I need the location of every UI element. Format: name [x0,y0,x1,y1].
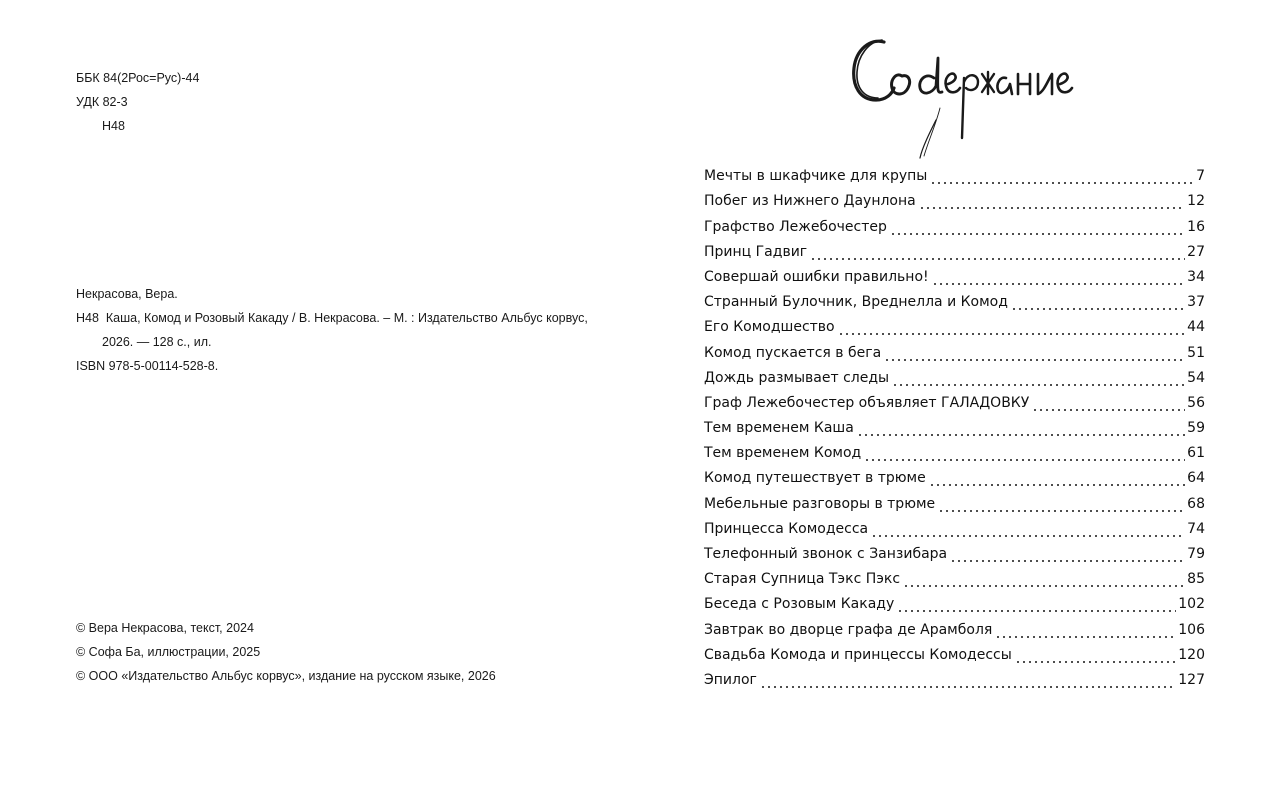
toc-dot-leader [903,572,1185,588]
toc-entry-page: 61 [1187,445,1205,462]
toc-entry [704,538,1205,563]
toc-entry-page: 37 [1187,294,1205,311]
toc-entry-page: 106 [1178,621,1205,638]
toc-entry [704,286,1205,311]
toc-entry [704,487,1205,512]
bbk-code: ББК 84(2Рос=Рус)-44 [76,71,200,85]
toc-dot-leader [950,547,1185,563]
toc-entry-page: 51 [1187,344,1205,361]
toc-entry-page: 27 [1187,243,1205,260]
toc-entry-page: 64 [1187,470,1205,487]
toc-entry [704,588,1205,613]
toc-entry-title: Тем временем Каша [704,420,854,437]
toc-dot-leader [884,346,1185,362]
toc-entry-title: Совершай ошибки правильно! [704,268,929,285]
toc-entry [704,336,1205,361]
toc-entry-title: Тем временем Комод [704,445,862,462]
toc-dot-leader [938,497,1185,513]
toc-entry [704,412,1205,437]
catalog-description: Каша, Комод и Розовый Какаду / В. Некрасова. – М. : Издательство Альбус корвус, [105,311,588,325]
toc-dot-leader [892,371,1185,387]
toc-entry [704,311,1205,336]
toc-entry-page: 127 [1178,671,1205,688]
toc-dot-leader [897,597,1176,613]
catalog-author: Некрасова, Вера. [76,287,178,301]
toc-entry [704,210,1205,235]
toc-entry-title: Дождь размывает следы [704,369,890,386]
toc-entry-page: 120 [1178,646,1205,663]
catalog-sign: Н48 [76,311,99,325]
toc-dot-leader [864,446,1185,462]
toc-entry-title: Телефонный звонок с Занзибара [704,546,948,562]
toc-entry [704,613,1205,638]
catalog-isbn: ISBN 978-5-00114-528-8. [76,359,219,373]
toc-dot-leader [810,245,1185,261]
toc-entry-title: Принц Гадвиг [704,243,808,260]
toc-entry [704,462,1205,487]
toc-entry [704,261,1205,286]
toc-list [704,160,1205,689]
toc-dot-leader [857,421,1185,437]
toc-entry-page: 54 [1187,369,1205,386]
catalog-description-cont: 2026. — 128 с., ил. [102,335,212,349]
copyright-line: © Вера Некрасова, текст, 2024 [76,621,254,635]
right-page [640,0,1280,809]
toc-entry-title: Побег из Нижнего Даунлона [704,193,916,210]
toc-dot-leader [871,522,1185,538]
toc-entry-page: 44 [1187,319,1205,336]
toc-entry-title: Его Комодшество [704,319,835,336]
toc-entry-title: Свадьба Комода и принцессы Комодессы [704,646,1012,663]
toc-entry-title: Комод пускается в бега [704,344,882,361]
toc-dot-leader [919,194,1185,210]
toc-title-handwritten [846,28,1082,162]
toc-dot-leader [760,673,1176,689]
toc-entry-page: 68 [1187,495,1205,512]
toc-dot-leader [1011,295,1185,311]
classification-block [76,66,199,138]
udk-code: УДК 82-3 [76,95,128,109]
toc-entry-title: Графство Лежебочестер [704,218,887,235]
toc-dot-leader [932,270,1186,286]
copyright-line: © Софа Ба, иллюстрации, 2025 [76,645,261,659]
toc-entry-title: Старая Супница Тэкс Пэкс [704,571,901,588]
toc-entry [704,664,1205,689]
toc-dot-leader [929,471,1185,487]
toc-dot-leader [930,169,1194,185]
toc-entry-title: Беседа с Розовым Какаду [704,596,895,613]
toc-entry-page: 56 [1187,394,1205,411]
toc-entry-page: 16 [1187,218,1205,235]
toc-dot-leader [1032,396,1185,412]
toc-entry-page: 7 [1196,168,1205,185]
toc-entry-title: Странный Булочник, Вреднелла и Комод [704,294,1008,311]
toc-entry-title: Комод путешествует в трюме [704,470,926,487]
toc-entry-page: 79 [1187,546,1205,562]
toc-entry [704,437,1205,462]
author-sign: Н48 [102,119,125,133]
toc-entry-title: Эпилог [704,671,757,688]
toc-entry-title: Граф Лежебочестер объявляет ГАЛАДОВКУ [704,394,1030,411]
toc-dot-leader [890,220,1185,236]
toc-entry-page: 102 [1178,596,1205,613]
toc-entry-page: 34 [1187,268,1205,285]
toc-entry [704,513,1205,538]
catalog-description-line [76,306,588,330]
toc-entry [704,236,1205,261]
toc-entry [704,639,1205,664]
catalog-entry [76,282,588,378]
toc-dot-leader [995,623,1176,639]
toc-entry-page: 12 [1187,193,1205,210]
toc-entry-title: Завтрак во дворце графа де Арамболя [704,621,993,638]
toc-dot-leader [1015,648,1176,664]
toc-entry-page: 85 [1187,571,1205,588]
toc-entry-page: 74 [1187,520,1205,537]
copyright-line: © ООО «Издательство Альбус корвус», издание на русском языке, 2026 [76,669,496,683]
toc-entry-page: 59 [1187,420,1205,437]
toc-entry [704,387,1205,412]
toc-entry [704,185,1205,210]
copyrights-block [76,616,496,688]
toc-dot-leader [838,320,1186,336]
toc-entry-title: Принцесса Комодесса [704,520,869,537]
toc-entry [704,160,1205,185]
toc-entry-title: Мечты в шкафчике для крупы [704,168,928,185]
toc-entry [704,563,1205,588]
toc-entry-title: Мебельные разговоры в трюме [704,495,936,512]
toc-entry [704,362,1205,387]
